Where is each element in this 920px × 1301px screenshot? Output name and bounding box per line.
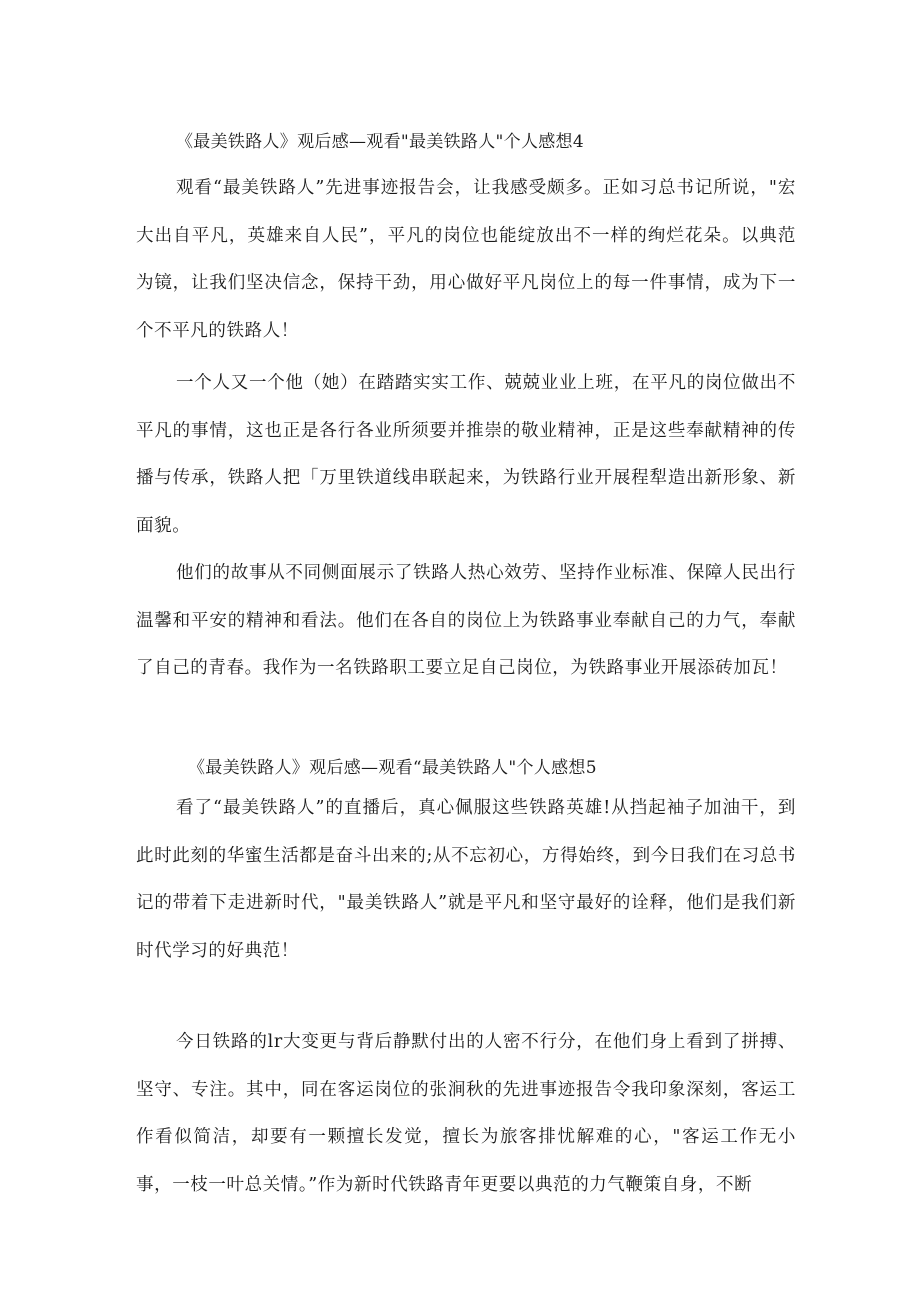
section-heading-4: 《最美铁路人》观后感—观看"最美铁路人"个人感想4 (176, 132, 584, 152)
paragraph-4: 看了“最美铁路人”的直播后，真心佩服这些铁路英雄!从挡起袖子加油干，到此时此刻的华蜜生活都是奋斗出来的;从不忘初心，方得始终，到今日我们在习总书记的带着下走进新时代，"最美铁路人”就是平凡和坚守最好的诠释，他们是我们新时代学习的好典范！ (136, 798, 796, 961)
paragraph-3: 他们的故事从不同侧面展示了铁路人热心效劳、坚持作业标准、保障人民出行温馨和平安的精神和看法。他们在各自的岗位上为铁路事业奉献自己的力气，奉献了自己的青春。我作为一名铁路职工要立足自己岗位，为铁路事业开展添砖加瓦！ (136, 563, 796, 678)
paragraph-1: 观看“最美铁路人”先进事迹报告会，让我感受颇多。正如习总书记所说，"宏大出自平凡，英雄来自人民”，平凡的岗位也能绽放出不一样的绚烂花朵。以典范为镜，让我们坚决信念，保持干劲，用心做好平凡岗位上的每一件事情，成为下一个不平凡的铁路人！ (136, 178, 796, 341)
paragraph-2: 一个人又一个他（她）在踏踏实实工作、兢兢业业上班，在平凡的岗位做出不平凡的事情，这也正是各行各业所须要并推崇的敬业精神，正是这些奉献精神的传播与传承，铁路人把「万里铁道线串联起来，为铁路行业开展程犁造出新形象、新面貌。 (136, 373, 796, 536)
section-heading-5: 《最美铁路人》观后感—观看“最美铁路人"个人感想5 (188, 758, 597, 778)
paragraph-5: 今日铁路的lr大变更与背后静默付出的人密不行分，在他们身上看到了拼搏、坚守、专注。其中，同在客运岗位的张涧秋的先进事迹报告令我印象深刻，客运工作看似简洁，却要有一颗擅长发觉，擅长为旅客排忧解难的心，"客运工作无小事，一枝一叶总关情。”作为新时代铁路青年更要以典范的力气鞭策自身，不断 (136, 1032, 796, 1195)
